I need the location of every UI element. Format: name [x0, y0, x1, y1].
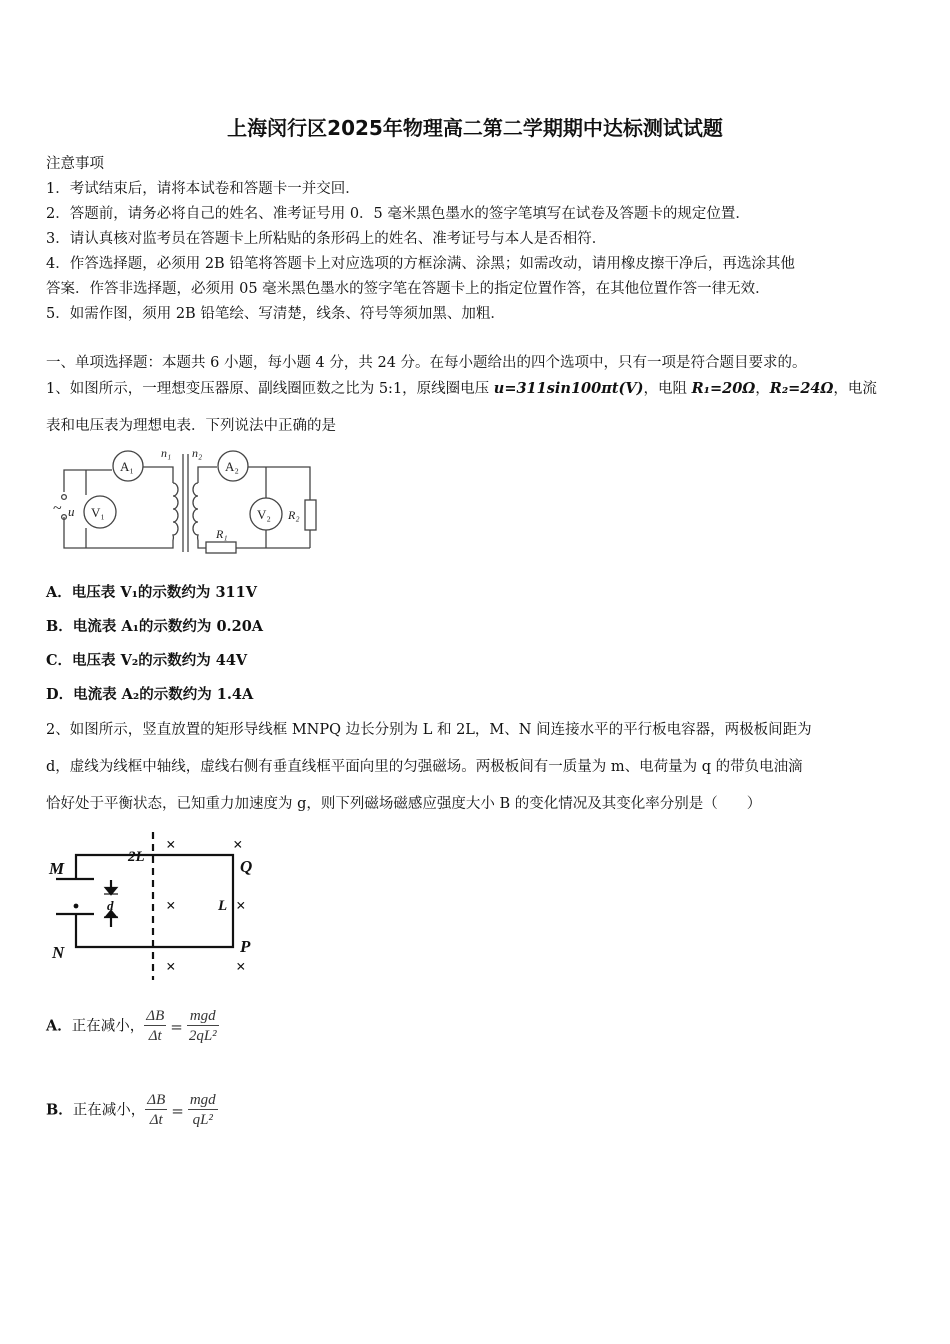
q1-option-d[interactable] — [46, 683, 253, 704]
source-voltage-label: u — [68, 504, 75, 519]
notice-item: 3．请认真核对监考员在答题卡上所粘贴的条形码上的姓名、准考证号与本人是否相符． — [46, 231, 607, 247]
notice-item: 1．考试结束后，请将本试卷和答题卡一并交回． — [46, 181, 360, 197]
magnetic-field-cross-icon: × — [236, 957, 246, 976]
q1-option-b[interactable] — [46, 615, 263, 636]
option-text: 电压表 V₁的示数约为 311V — [71, 584, 257, 601]
corner-n-label: N — [52, 943, 65, 962]
q1-r2-value: R₂=24Ω — [769, 380, 834, 397]
fraction-delta-b-over-delta-t — [145, 1091, 167, 1130]
transformer-circuit-diagram — [46, 444, 336, 556]
notice-heading: 注意事项 — [46, 156, 104, 172]
denominator: qL² — [192, 1112, 213, 1128]
q2-option-b[interactable] — [46, 1091, 218, 1130]
magnetic-field-cross-icon: × — [236, 896, 246, 915]
q2-stem-line2: d，虚线为线框中轴线，虚线右侧有垂直线框平面向里的匀强磁场。两极板间有一质量为 m、电荷量为 q 的带负电油滴 — [46, 759, 803, 775]
notice-item: 2．答题前，请务必将自己的姓名、准考证号用 0．5 毫米黑色墨水的签字笔填写在试卷及答题卡的规定位置． — [46, 206, 750, 222]
option-text: 正在减小， — [71, 1018, 145, 1035]
numerator: mgd — [189, 1092, 216, 1108]
magnetic-field-cross-icon: × — [233, 835, 243, 854]
plate-distance-d-label: d — [107, 898, 114, 913]
option-letter: C． — [46, 652, 73, 669]
numerator: ΔB — [146, 1008, 165, 1024]
ammeter-a1-label: A₁ — [120, 459, 134, 474]
denominator: 2qL² — [188, 1028, 217, 1044]
option-text: 电压表 V₂的示数约为 44V — [72, 652, 248, 669]
q1-r1-value: R₁=20Ω — [691, 380, 756, 397]
ac-source-symbol: ~ — [53, 500, 62, 517]
resistor-r2-label: R₂ — [288, 508, 300, 522]
side-l-label: L — [218, 898, 228, 914]
q1-voltage-formula: u=311sin100πt(V) — [493, 380, 644, 397]
side-2l-label: 2L — [128, 849, 145, 865]
fraction-result — [188, 1091, 218, 1130]
coil-n1-label: n₁ — [161, 446, 172, 460]
q1-stem-line2: 表和电压表为理想电表．下列说法中正确的是 — [46, 418, 336, 434]
option-letter: B． — [46, 618, 73, 635]
corner-m-label: M — [49, 859, 65, 878]
equals-sign: = — [170, 1017, 183, 1036]
resistor-r1-label: R₁ — [216, 527, 228, 541]
denominator: Δt — [149, 1112, 163, 1128]
numerator: mgd — [187, 1007, 219, 1026]
q2-option-a[interactable] — [46, 1007, 219, 1046]
corner-p-label: P — [240, 937, 251, 956]
numerator: ΔB — [147, 1092, 166, 1108]
ammeter-a2-label: A₂ — [225, 459, 239, 474]
option-letter: A． — [46, 584, 72, 601]
notice-item: 答案．作答非选择题，必须用 05 毫米黑色墨水的签字笔在答题卡上的指定位置作答，在其他位置作答一律无效． — [46, 281, 770, 297]
corner-q-label: Q — [240, 857, 253, 876]
option-letter: B． — [46, 1101, 73, 1119]
notice-item: 4．作答选择题，必须用 2B 铅笔将答题卡上对应选项的方框涂满、涂黑；如需改动，请用橡皮擦干净后，再选涂其他 — [46, 256, 795, 272]
section-heading: 一、单项选择题：本题共 6 小题，每小题 4 分，共 24 分。在每小题给出的四个选项中，只有一项是符合题目要求的。 — [46, 355, 807, 371]
fraction-result — [187, 1007, 219, 1046]
q2-stem-line1: 2、如图所示，竖直放置的矩形导线框 MNPQ 边长分别为 L 和 2L，M、N 间连接水平的平行板电容器，两极板间距为 — [46, 722, 812, 738]
equals-sign: = — [171, 1101, 184, 1120]
voltmeter-v1-label: V₁ — [91, 505, 105, 520]
q1-option-a[interactable] — [46, 581, 257, 602]
option-text: 电流表 A₂的示数约为 1.4A — [73, 686, 254, 703]
voltmeter-v2-label: V₂ — [257, 507, 271, 522]
q2-stem-line3: 恰好处于平衡状态，已知重力加速度为 g，则下列磁场磁感应强度大小 B 的变化情况及其变化率分别是（ ） — [46, 796, 762, 812]
page-title: 上海闵行区2025年物理高二第二学期期中达标测试试题 — [227, 116, 723, 140]
denominator: Δt — [148, 1028, 162, 1044]
magnetic-field-cross-icon: × — [166, 957, 176, 976]
q1-text: 1、如图所示，一理想变压器原、副线圈匝数之比为 5:1，原线圈电压 — [46, 381, 494, 397]
notice-item: 5．如需作图，须用 2B 铅笔绘、写清楚，线条、符号等须加黑、加粗． — [46, 306, 505, 322]
q1-option-c[interactable] — [46, 649, 247, 670]
magnetic-field-cross-icon: × — [166, 835, 176, 854]
option-letter: A． — [46, 1017, 72, 1035]
magnetic-field-cross-icon: × — [166, 896, 176, 915]
q1-text: ，电流 — [833, 381, 877, 397]
coil-n2-label: n₂ — [192, 446, 203, 460]
q1-text: ， — [755, 381, 770, 397]
option-text: 正在减小， — [72, 1102, 146, 1119]
q1-text: ，电阻 — [643, 381, 692, 397]
option-letter: D． — [46, 686, 74, 703]
q1-stem-line1 — [46, 377, 877, 398]
option-text: 电流表 A₁的示数约为 0.20A — [72, 618, 264, 635]
fraction-delta-b-over-delta-t — [144, 1007, 166, 1046]
wire-frame-capacitor-diagram — [46, 830, 276, 982]
